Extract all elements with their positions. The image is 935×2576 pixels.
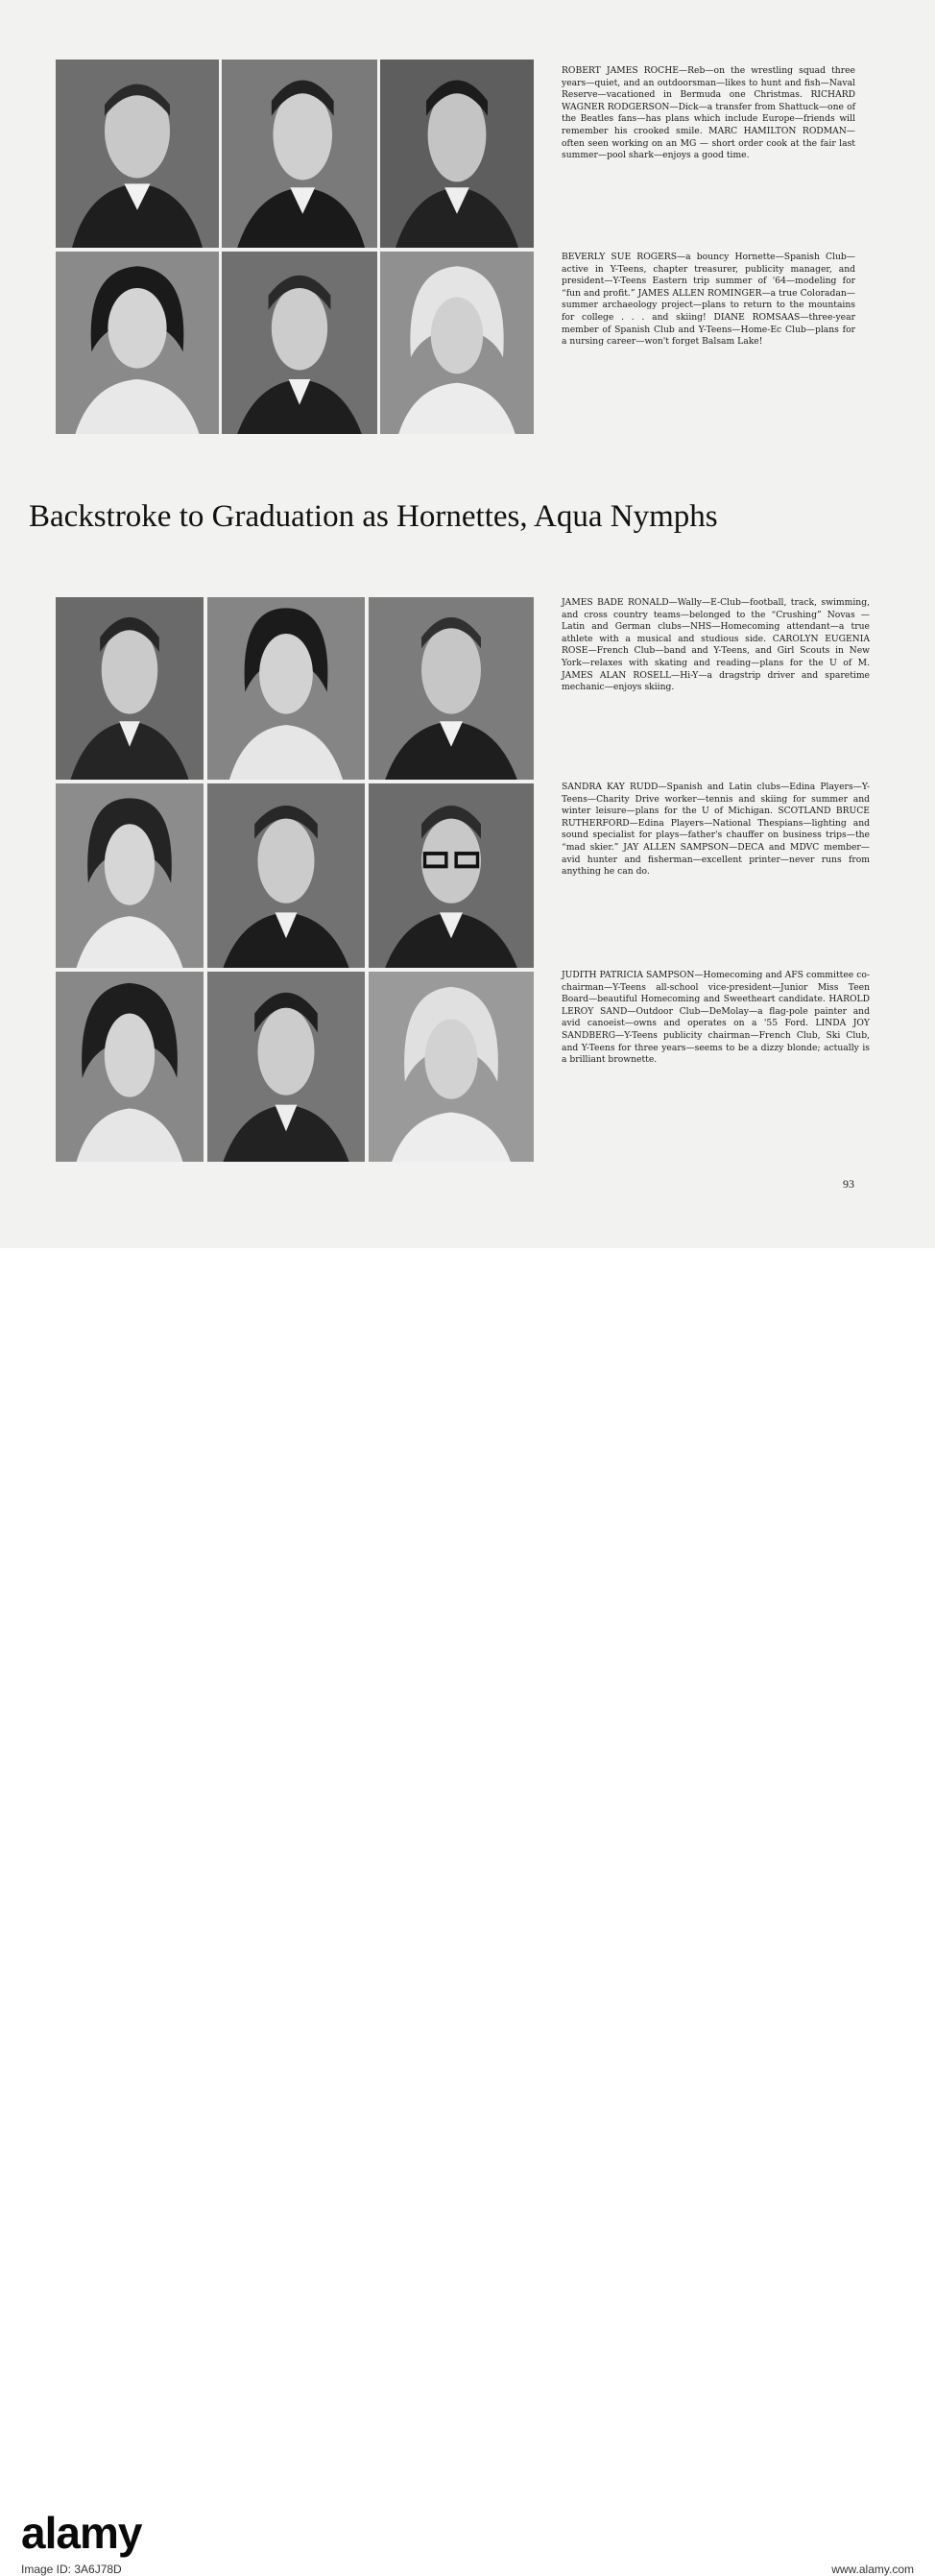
portrait-scotland-rutherford [207, 783, 365, 968]
watermark-footer [0, 1248, 935, 2576]
portrait-harold-sand [207, 972, 365, 1162]
caption-bottom-1: JAMES BADE RONALD—Wally—E-Club—football, track, swimming, and cross country teams—belonged to the “Crushing” Novas — Latin and German clubs—NHS—Homecoming attendant—a true athlete with a musical and studious side. CAROLYN EUGENIA ROSE—French Club—band and Y-Teens, and Girl Scouts in New York—relaxes with skating and reading—plans for the U of M. JAMES ALAN ROSELL—Hi-Y—a dragstrip driver and sparetime mechanic—enjoys skiing. [562, 597, 870, 693]
caption-top-1: ROBERT JAMES ROCHE—Reb—on the wrestling squad three years—quiet, and an outdoorsman—likes to hunt and fish—Naval Reserve—vacationed in Bermuda one Christmas. RICHARD WAGNER RODGERSON—Dick—a transfer from Shattuck—one of the Beatles fans—has plans which include Europe—friends will remember his crooked smile. MARC HAMILTON RODMAN—often seen working on an MG — short order cook at the fair last summer—pool shark—enjoys a good time. [562, 65, 855, 161]
image-id: Image ID: 3A6J78D [21, 2563, 122, 2576]
portrait-linda-sandberg [369, 972, 534, 1162]
portrait-robert-roche [56, 60, 219, 248]
portrait-marc-rodman [380, 60, 534, 248]
portrait-carolyn-rose [207, 597, 365, 780]
yearbook-page [0, 0, 935, 1248]
page-number: 93 [843, 1177, 854, 1191]
portrait-jay-sampson [369, 783, 534, 968]
caption-top-2: BEVERLY SUE ROGERS—a bouncy Hornette—Spanish Club—active in Y-Teens, chapter treasurer, publicity manager, and president—Y-Teens Eastern trip summer of '64—modeling for “fun and profit.” JAMES ALLEN ROMINGER—a true Coloradan—summer archaeology project—plans to return to the mountains for college . . . and skiing! DIANE ROMSAAS—three-year member of Spanish Club and Y-Teens—Home-Ec Club—plans for a nursing career—won't forget Balsam Lake! [562, 252, 855, 348]
portrait-sandra-rudd [56, 783, 204, 968]
portrait-james-rosell [369, 597, 534, 780]
caption-bottom-3: JUDITH PATRICIA SAMPSON—Homecoming and AFS committee co-chairman—Y-Teens all-school vice-president—Junior Miss Teen Board—beautiful Homecoming and Sweetheart candidate. HAROLD LEROY SAND—Outdoor Club—DeMolay—a flag-pole painter and avid canoeist—owns and operates on a '55 Ford. LINDA JOY SANDBERG—Y-Teens publicity chairman—French Club, Ski Club, and Y-Teens for three years—seems to be a dizzy blonde; actually is a brilliant brownette. [562, 970, 870, 1066]
site-url[interactable]: www.alamy.com [831, 2563, 914, 2576]
portrait-diane-romsaas [380, 252, 534, 434]
portrait-beverly-rogers [56, 252, 219, 434]
caption-bottom-2: SANDRA KAY RUDD—Spanish and Latin clubs—Edina Players—Y-Teens—Charity Drive worker—tennis and skiing for summer and winter leisure—plans for the U of Michigan. SCOTLAND BRUCE RUTHERFORD—Edina Players—National Thespians—lighting and sound specialist for plays—father's chauffer on business trips—the “mad skier.” JAY ALLEN SAMPSON—DECA and MDVC member—avid hunter and fisherman—excellent printer—never runs from anything he can do. [562, 782, 870, 878]
alamy-logo [21, 2507, 141, 2559]
portrait-james-ronald [56, 597, 204, 780]
portrait-richard-rodgerson [222, 60, 377, 248]
alamy-logo-text: alamy [21, 2508, 142, 2558]
portrait-james-rominger [222, 252, 377, 434]
page-headline: Backstroke to Graduation as Hornettes, Aqua Nymphs [29, 499, 718, 534]
portrait-judith-sampson [56, 972, 204, 1162]
